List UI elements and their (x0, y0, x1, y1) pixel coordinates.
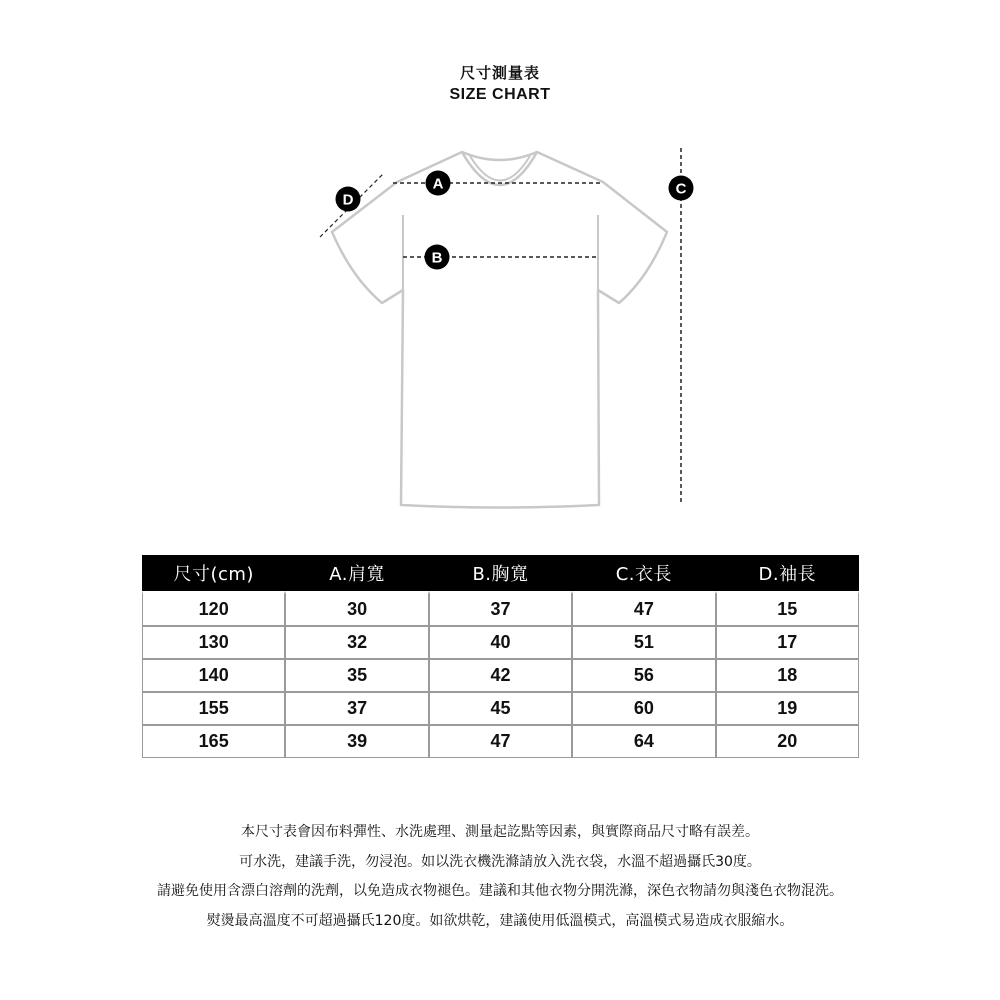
table-row (142, 692, 859, 725)
header-sleeve-length: D.袖長 (716, 555, 859, 591)
header-size: 尺寸(cm) (142, 555, 285, 591)
cell-shoulder: 32 (285, 626, 428, 659)
marker-d (336, 187, 361, 212)
cell-length: 51 (572, 626, 715, 659)
size-table (142, 555, 859, 758)
cell-length: 60 (572, 692, 715, 725)
marker-b-label: B (431, 249, 443, 267)
cell-chest: 37 (429, 591, 572, 626)
marker-b (425, 245, 450, 270)
table-row (142, 725, 859, 758)
cell-shoulder: 30 (285, 591, 428, 626)
table-row (142, 659, 859, 692)
cell-chest: 45 (429, 692, 572, 725)
title-chinese: 尺寸測量表 (459, 64, 540, 82)
cell-sleeve: 19 (716, 692, 859, 725)
cell-size: 130 (142, 626, 285, 659)
tshirt-outline (332, 152, 667, 508)
note-line: 可水洗，建議手洗，勿浸泡。如以洗衣機洗滌請放入洗衣袋，水溫不超過攝氏30度。 (239, 853, 761, 870)
marker-c-label: C (675, 180, 687, 198)
note-line: 熨燙最高溫度不可超過攝氏120度。如欲烘乾，建議使用低溫模式，高溫模式易造成衣服縮水。 (206, 912, 794, 929)
header-chest-width: B.胸寬 (429, 555, 572, 591)
cell-size: 140 (142, 659, 285, 692)
cell-length: 56 (572, 659, 715, 692)
cell-sleeve: 18 (716, 659, 859, 692)
care-notes (0, 818, 1000, 936)
note-line: 本尺寸表會因布料彈性、水洗處理、測量起訖點等因素，與實際商品尺寸略有誤差。 (241, 824, 759, 840)
cell-sleeve: 20 (716, 725, 859, 758)
cell-shoulder: 39 (285, 725, 428, 758)
marker-d-label: D (342, 191, 354, 209)
cell-sleeve: 17 (716, 626, 859, 659)
note-line: 請避免使用含漂白溶劑的洗劑，以免造成衣物褪色。建議和其他衣物分開洗滌，深色衣物請勿與淺色衣物混洗。 (157, 883, 843, 899)
title-english: SIZE CHART (449, 86, 551, 103)
cell-shoulder: 35 (285, 659, 428, 692)
cell-shoulder: 37 (285, 692, 428, 725)
cell-chest: 47 (429, 725, 572, 758)
marker-a-label: A (432, 175, 444, 193)
cell-size: 155 (142, 692, 285, 725)
cell-length: 64 (572, 725, 715, 758)
table-row (142, 591, 859, 626)
table-header-row (142, 555, 859, 591)
header-shoulder-width: A.肩寬 (285, 555, 428, 591)
cell-sleeve: 15 (716, 591, 859, 626)
marker-a (426, 171, 451, 196)
marker-c (669, 176, 694, 201)
cell-length: 47 (572, 591, 715, 626)
header-body-length: C.衣長 (572, 555, 715, 591)
table-row (142, 626, 859, 659)
cell-chest: 42 (429, 659, 572, 692)
cell-size: 165 (142, 725, 285, 758)
cell-size: 120 (142, 591, 285, 626)
cell-chest: 40 (429, 626, 572, 659)
